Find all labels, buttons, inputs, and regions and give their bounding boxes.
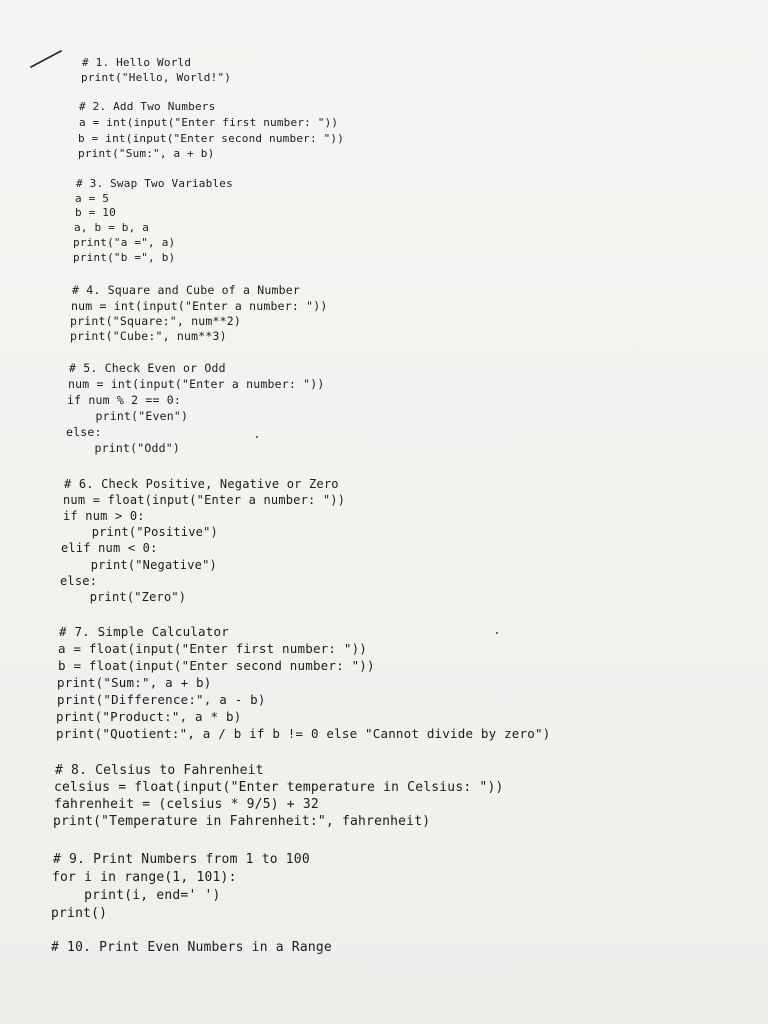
code-line: num = int(input("Enter a number: ")) [68,377,325,391]
code-line: if num > 0: [63,509,145,523]
comment-simple-calculator: # 7. Simple Calculator [59,624,229,639]
speck-mark [496,632,498,634]
code-line: else: [60,574,98,588]
code-line: print("Quotient:", a / b if b != 0 else "Cannot divide by zero") [56,726,551,741]
code-line: a = float(input("Enter first number: ")) [58,641,368,656]
code-line: print("Square:", num**2) [70,314,241,328]
code-line: else: [66,425,102,439]
speck-mark [256,436,258,438]
code-line: b = 10 [75,206,116,219]
code-line: b = int(input("Enter second number: ")) [78,132,345,145]
code-line: print("a =", a) [73,236,176,249]
pen-stroke-mark [30,49,62,69]
code-line: print("Odd") [66,441,180,455]
comment-square-and-cube: # 4. Square and Cube of a Number [72,283,300,297]
code-line: print("Temperature in Fahrenheit:", fahrenheit) [53,814,431,829]
comment-print-numbers: # 9. Print Numbers from 1 to 100 [53,852,310,867]
code-line: print("Positive") [62,525,218,539]
comment-print-even-numbers: # 10. Print Even Numbers in a Range [51,940,332,955]
code-line: elif num < 0: [61,541,158,555]
code-line: print(i, end=' ') [52,888,221,903]
code-line: a, b = b, a [74,221,150,234]
code-line: b = float(input("Enter second number: ")) [58,658,375,673]
code-line: print() [51,906,108,921]
code-line: fahrenheit = (celsius * 9/5) + 32 [54,797,319,812]
comment-swap-two-variables: # 3. Swap Two Variables [76,177,233,190]
code-line: print("Sum:", a + b) [57,675,212,690]
code-line: print("Negative") [61,558,217,572]
comment-hello-world: # 1. Hello World [82,56,192,69]
code-line: print("Zero") [60,590,187,604]
comment-positive-negative-zero: # 6. Check Positive, Negative or Zero [64,477,339,491]
code-line: a = 5 [75,192,110,205]
code-line: print("Even") [67,409,189,423]
code-line: print("Sum:", a + b) [78,147,215,160]
code-line: print("Difference:", a - b) [57,692,266,707]
code-line: if num % 2 == 0: [67,393,181,407]
code-line: print("Hello, World!") [81,71,232,84]
code-line: num = float(input("Enter a number: ")) [63,493,346,507]
code-line: print("Product:", a * b) [56,709,242,724]
comment-celsius-to-fahrenheit: # 8. Celsius to Fahrenheit [55,763,264,778]
code-line: for i in range(1, 101): [52,870,237,885]
comment-add-two-numbers: # 2. Add Two Numbers [79,100,216,113]
code-line: celsius = float(input("Enter temperature in Celsius: ")) [54,780,504,795]
code-line: num = int(input("Enter a number: ")) [71,299,328,313]
comment-even-or-odd: # 5. Check Even or Odd [69,361,226,375]
code-line: print("b =", b) [73,251,176,264]
code-line: a = int(input("Enter first number: ")) [79,116,339,129]
code-line: print("Cube:", num**3) [70,329,227,343]
